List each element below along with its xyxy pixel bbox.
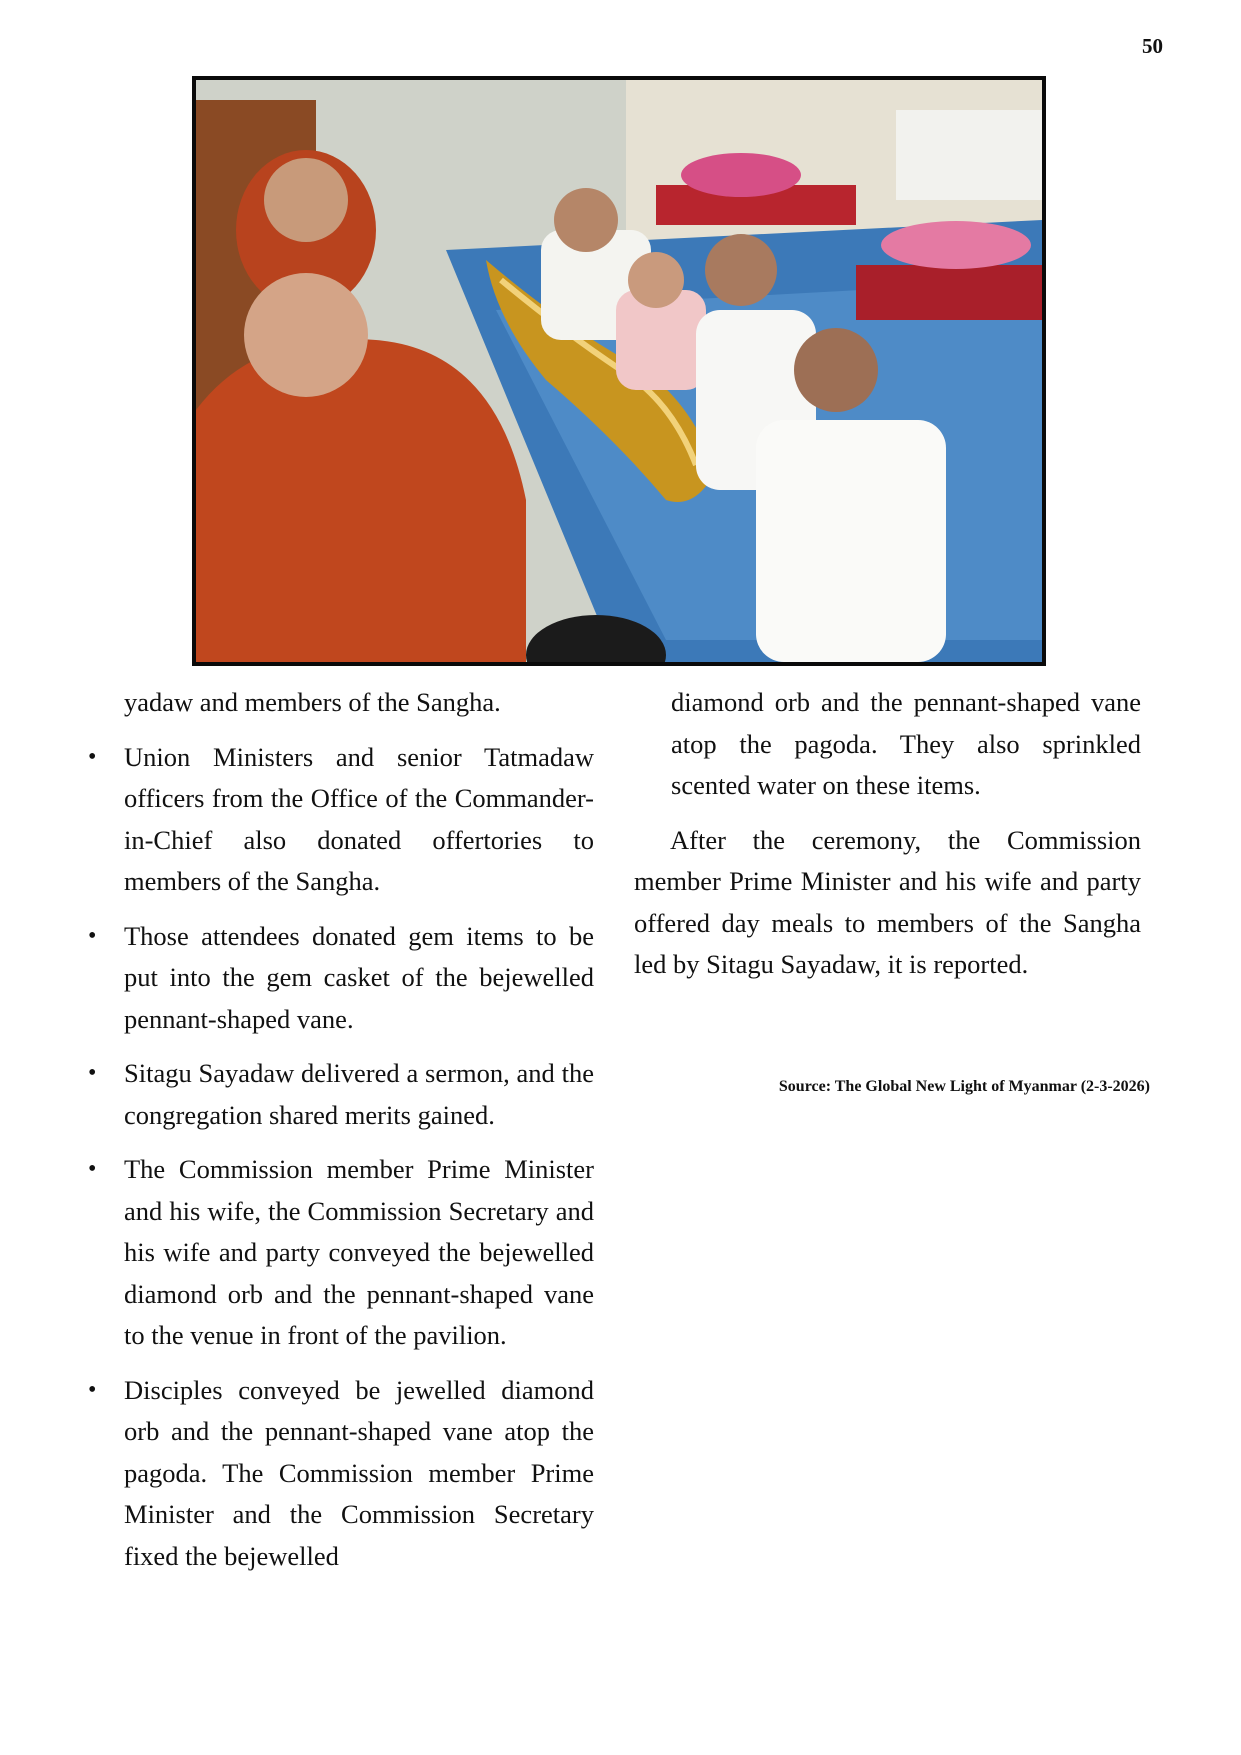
right-paragraph: After the ceremony, the Commission member Prime Minister and his wife and party offered day meals to members of the Sangha led by Sitagu Sayadaw, it is reported. [634,824,1141,979]
bullet-list [87,737,594,1578]
background-attendees [896,110,1042,200]
right-column [634,682,1141,986]
monk-head-background [264,158,348,242]
attendee-head-4 [794,328,878,412]
bullet-item: • The Commission member Prime Minister and his wife, the Commission Secretary and his wife and party conveyed the bejewelled diamond orb and the pennant-shaped vane to the venue in front of the pavilion. [87,1149,594,1357]
right-continuation-text: diamond orb and the pennant-shaped vane atop the pagoda. They also sprinkled scented water on these items. [671,687,1141,800]
page-number: 50 [1142,34,1163,58]
attendee-white-3 [756,420,946,662]
bullet-item: • Those attendees donated gem items to be put into the gem casket of the bejewelled pennant-shaped vane. [87,916,594,1041]
left-continuation-text: yadaw and members of the Sangha. [124,687,501,717]
attendee-head-3 [705,234,777,306]
source-citation: Source: The Global New Light of Myanmar (2-3-2026) [778,1078,1150,1095]
ceremony-photo [192,76,1046,666]
flower-arrangement-2 [881,221,1031,269]
ceremony-photo-illustration [196,80,1042,662]
bullet-item: • Sitagu Sayadaw delivered a sermon, and the congregation shared merits gained. [87,1053,594,1136]
attendee-head-1 [554,188,618,252]
left-column [87,682,594,1590]
monk-head [244,273,368,397]
attendee-head-2 [628,252,684,308]
bullet-item: • Disciples conveyed be jewelled diamond orb and the pennant-shaped vane atop the pagoda. The Commission member Prime Minister and the Commission Secretary fixed the bejewelled [87,1370,594,1578]
flower-arrangement [681,153,801,197]
red-table-2 [856,265,1042,320]
bullet-item: • Union Ministers and senior Tatmadaw officers from the Office of the Commander-in-Chief also donated offertories to members of the Sangha. [87,737,594,903]
